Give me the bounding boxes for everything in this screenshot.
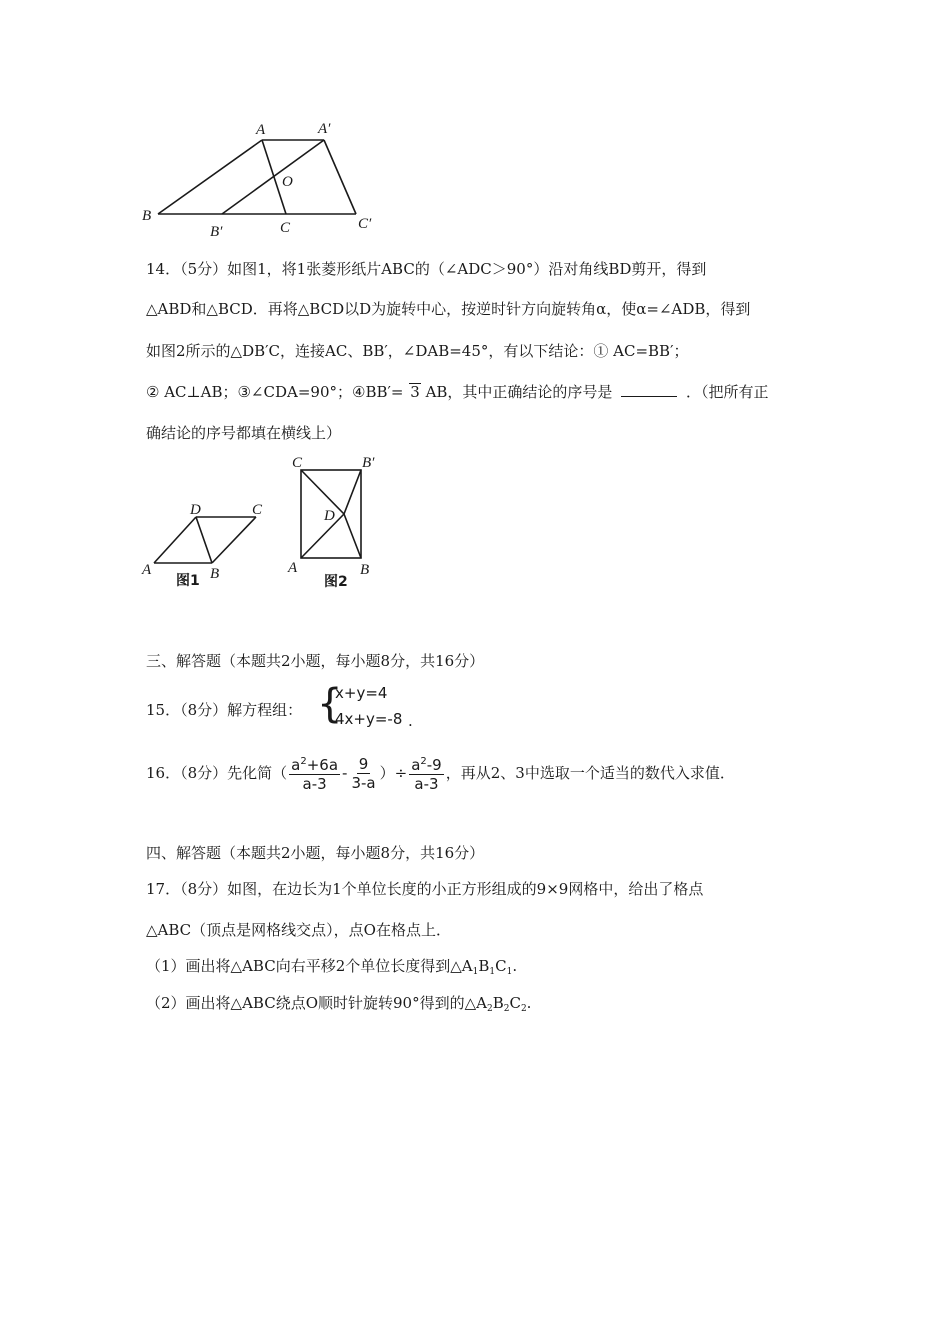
fig1-caption: 图1 [176,573,200,589]
fig2-label-D: D [324,508,335,524]
fraction-2: $\frac{9}{3-a}$ [351,754,376,792]
q17-line1: 17．（8分）如图，在边长为1个单位长度的小正方形组成的9×9网格中，给出了格点 [146,880,704,898]
fig2-caption: 图2 [324,574,348,590]
segment-B2A2 [222,140,324,214]
q17-part1: （1）画出将△ABC向右平移2个单位长度得到$\triangle A_1B_1C_1$. [146,957,518,977]
q16-close: ）÷ [379,764,408,782]
q14-line2: △ABD和△BCD．再将△BCD以D为旋转中心，按逆时针方向旋转角α，使α=∠ADB，得到 [146,300,751,318]
label-B: B [142,208,152,224]
q14-line4-a: ② AC⊥AB；③∠CDA=90°；④BB′= [146,383,404,401]
q16-line [146,753,735,793]
fig1-label-D: D [190,502,201,518]
q15-prefix: 15．（8分）解方程组： [146,701,303,719]
fraction-3: $\frac{a^2-9}{a-3}$ [409,753,444,793]
figure-2-rectangle [284,452,394,592]
label-C: C [280,220,291,236]
sqrt-three: 3 [410,383,420,401]
label-A: A [256,122,266,138]
q14-line4-c: ．（把所有正 [686,383,769,401]
q16-minus: - [342,764,348,782]
fig2-label-B: B [360,562,370,578]
q17-part2: （2）画出将△ABC绕点O顺时针旋转90°得到的$\triangle A_2B_2C_2$. [146,994,532,1014]
figure-1-rhombus [140,500,280,592]
section3-heading: 三、解答题（本题共2小题，每小题8分，共16分） [146,652,485,670]
q14-line5: 确结论的序号都填在横线上） [146,424,342,442]
fraction-1: $\frac{a^2+6a}{a-3}$ [289,753,340,793]
q16-prefix: 16．（8分）先化简（ [146,764,288,782]
fig1-label-A: A [142,562,152,578]
segment-BA [158,140,262,214]
q14-line3: 如图2所示的△DB′C，连接AC、BB′，∠DAB=45°，有以下结论：① AC=BB′； [146,342,689,360]
q15-suffix: . [408,712,413,730]
fig1-label-B: B [210,566,220,582]
fig2-label-B-prime: B′ [362,455,375,471]
label-A-prime: A′ [318,121,331,137]
q14-line1: 14．（5分）如图1，将1张菱形纸片ABC的（∠ADC＞90°）沿对角线BD剪开，得到 [146,260,707,278]
q14-line4-b: AB，其中正确结论的序号是 [425,383,613,401]
label-C-prime: C′ [358,216,372,232]
fig2-label-C: C [292,455,303,471]
q15-eq2: 4x+y=-8 [335,710,403,728]
system-brace: { [317,681,343,727]
segment-A2C2 [324,140,356,214]
q15-eq1: x+y=4 [335,684,388,702]
q17-line2: △ABC（顶点是网格线交点），点O在格点上． [146,921,451,939]
section4-heading: 四、解答题（本题共2小题，每小题8分，共16分） [146,844,485,862]
q14-line4 [146,382,769,402]
fig2-label-A: A [288,560,298,576]
answer-blank[interactable] [621,382,677,397]
label-B-prime: B′ [210,224,223,240]
label-O: O [282,174,293,190]
q16-suffix: ，再从2、3中选取一个适当的数代入求值． [445,764,735,782]
figure-parallelogram [138,118,388,240]
fig1-label-C: C [252,502,263,518]
